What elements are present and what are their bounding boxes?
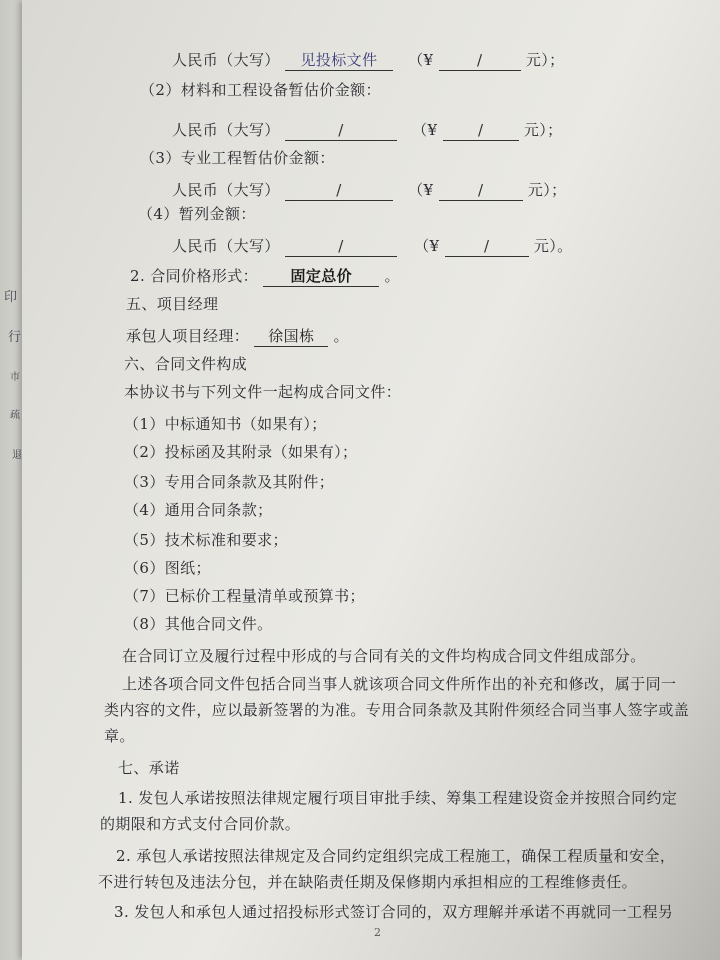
yen-prefix: （¥ <box>414 237 440 255</box>
paragraph-line: 1. 发包人承诺按照法律规定履行项目审批手续、筹集工程建设资金并按照合同约定 <box>118 789 678 807</box>
amount-label: 人民币（大写） <box>172 51 280 69</box>
left-sheet-char: 行 <box>8 330 22 345</box>
yen-value: / <box>445 236 529 257</box>
left-sheet-char: 退 <box>12 450 22 461</box>
amount-label: 人民币（大写） <box>172 237 280 255</box>
paragraph-line: 2. 承包人承诺按照法律规定及合同约定组织完成工程施工，确保工程质量和安全， <box>116 847 676 865</box>
paragraph-line: 类内容的文件，应以最新签署的为准。专用合同条款及其附件须经合同当事人签字或盖 <box>104 701 690 719</box>
amount-heading: （3）专业工程暂估价金额： <box>140 149 335 167</box>
list-item: （3）专用合同条款及其附件； <box>124 473 335 491</box>
list-item: （2）投标函及其附录（如果有）； <box>124 443 358 461</box>
page-number: 2 <box>374 926 381 939</box>
pm-value: 徐国栋 <box>254 326 328 347</box>
section6-intro: 本协议书与下列文件一起构成合同文件： <box>124 383 402 401</box>
paragraph-line: 章。 <box>104 727 135 745</box>
amount-label: 人民币（大写） <box>172 181 280 199</box>
yen-value: / <box>443 120 519 141</box>
pm-label: 承包人项目经理： <box>126 327 250 345</box>
list-item: （1）中标通知书（如果有）； <box>124 415 327 433</box>
amount-heading: （4）暂列金额： <box>138 205 256 223</box>
amount-line <box>172 50 565 71</box>
section6-title: 六、合同文件构成 <box>124 355 248 373</box>
project-manager-line <box>126 326 349 347</box>
paragraph-line: 不进行转包及违法分包，并在缺陷责任期及保修期内承担相应的工程维修责任。 <box>98 873 638 891</box>
amount-value: 见投标文件 <box>285 50 393 71</box>
paragraph-line: 的期限和方式支付合同价款。 <box>100 815 301 833</box>
section5-title: 五、项目经理 <box>126 295 219 313</box>
amount-line <box>172 120 563 141</box>
price-form-label: 2. 合同价格形式： <box>130 267 259 285</box>
yen-prefix: （¥ <box>408 51 434 69</box>
list-item: （5）技术标准和要求； <box>124 531 288 549</box>
price-form-value: 固定总价 <box>263 266 379 287</box>
yen-suffix: 元）； <box>523 121 563 139</box>
list-item: （4）通用合同条款； <box>124 501 273 519</box>
amount-value: / <box>285 180 393 201</box>
yen-suffix: 元）。 <box>533 237 573 255</box>
paragraph-line: 3. 发包人和承包人通过招投标形式签订合同的，双方理解并承诺不再就同一工程另 <box>114 903 674 921</box>
amount-line <box>172 236 573 257</box>
amount-value: / <box>285 120 397 141</box>
paragraph-line: 上述各项合同文件包括合同当事人就该项合同文件所作出的补充和修改，属于同一 <box>122 675 677 693</box>
amount-value: / <box>285 236 397 257</box>
pm-end: 。 <box>333 327 349 345</box>
left-sheet-char: 疏 <box>10 410 20 421</box>
list-item: （8）其他合同文件。 <box>124 615 273 633</box>
yen-suffix: 元）； <box>527 181 567 199</box>
document-page <box>22 0 720 960</box>
yen-suffix: 元）； <box>525 51 565 69</box>
yen-value: / <box>439 180 523 201</box>
amount-heading: （2）材料和工程设备暂估价金额： <box>140 81 381 99</box>
yen-prefix: （¥ <box>408 181 434 199</box>
price-form-line <box>130 266 400 287</box>
yen-value: / <box>439 50 521 71</box>
price-form-end: 。 <box>384 267 400 285</box>
amount-line <box>172 180 567 201</box>
section7-title: 七、承诺 <box>118 759 180 777</box>
left-sheet-char: 印 <box>4 290 18 305</box>
yen-prefix: （¥ <box>412 121 438 139</box>
list-item: （7）已标价工程量清单或预算书； <box>124 587 365 605</box>
list-item: （6）图纸； <box>124 559 211 577</box>
amount-label: 人民币（大写） <box>172 121 280 139</box>
paragraph: 在合同订立及履行过程中形成的与合同有关的文件均构成合同文件组成部分。 <box>122 647 646 665</box>
left-sheet-char: 市 <box>10 372 20 383</box>
